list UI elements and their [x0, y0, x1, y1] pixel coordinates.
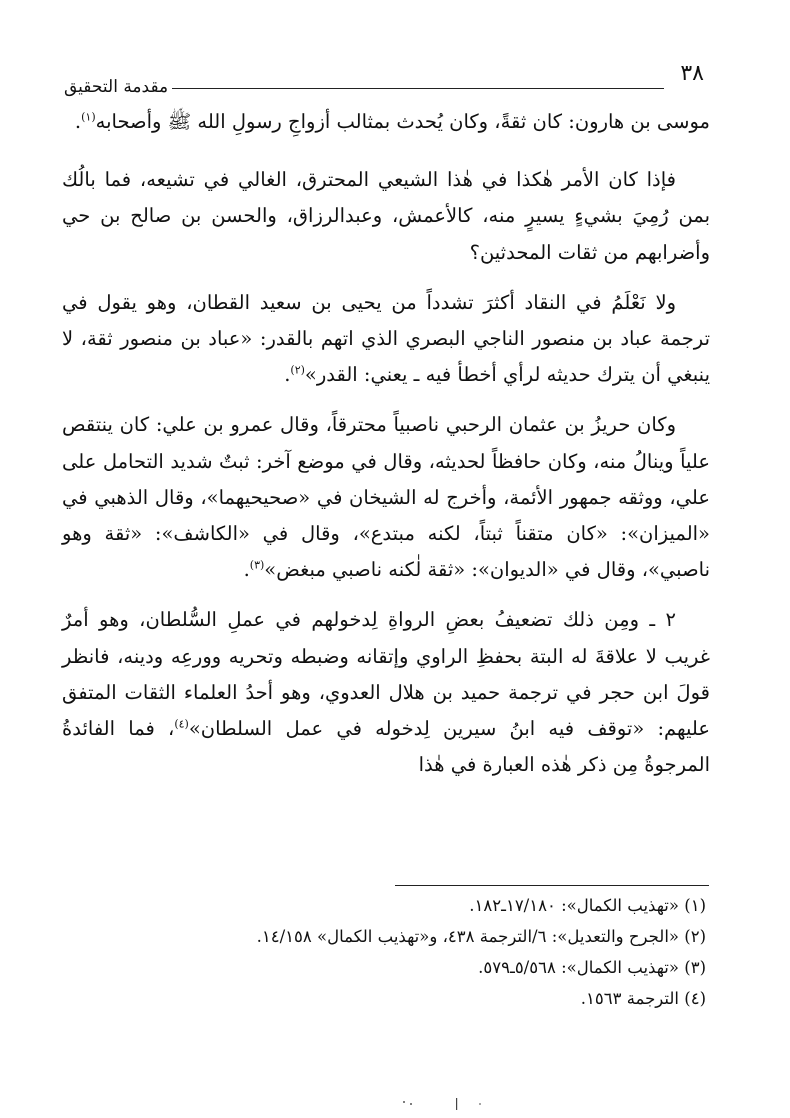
footnote-ref: (٣) — [249, 558, 265, 572]
footnote-ref: (٤) — [174, 717, 189, 731]
footnote-ref: (٢) — [290, 363, 305, 377]
header-rule — [172, 88, 664, 89]
running-header — [64, 60, 704, 100]
paragraph-text: فإذا كان الأمر هٰكذا في هٰذا الشيعي المحترق، الغالي في تشيعه، فما بالُك بمن رُمِيَ بشيءٍ يسيرٍ منه، كالأعمش، وعبدالرزاق، والحسن بن صالح بن حي وأضرابهم من ثقات المحدثين؟ — [62, 168, 710, 264]
paragraph-text: وكان حريزُ بن عثمان الرحبي ناصبياً محترقاً، وقال عمرو بن علي: كان ينتقص علياً وينالُ منه، وكان حافظاً لحديثه، وقال في موضع آخر: ثبتٌ شديد التحامل على علي، ووثقه جمهور الأئمة، وأخرج له الشيخان في «صحيحيهما»، وقال الذهبي في «الميزان»: «كان متقناً ثبتاً، لكنه مبتدع»، وقال في «الكاشف»: «ثقة وهو ناصبي»، وقال في «الديوان»: «ثقة لٰكنه ناصبي مبغض» — [62, 413, 710, 582]
body-text — [62, 104, 710, 797]
footnote-ref: (١) — [81, 110, 96, 124]
scan-artifact-marks — [380, 1098, 500, 1110]
paragraph-1 — [62, 104, 710, 140]
paragraph-text: ٢ ـ ومِن ذلك تضعيفُ بعضِ الرواةِ لِدخولهم في عملِ السُّلطان، وهو أمرٌ غريب لا علاقةَ له البتة بحفظِ الراوي وإتقانه وضبطه وتحريه وورعِه ودينه، فانظر قولَ ابن حجر في ترجمة حميد بن هلال العدوي، وهو أحدُ العلماء الثقات المتفق عليهم: «توقف فيه ابنُ سيرين لِدخوله في عمل السلطان» — [62, 608, 710, 741]
footnote-rule — [395, 885, 709, 886]
paragraph-5 — [62, 602, 710, 783]
footnote-1: (١) «تهذيب الكمال»: ١٧/١٨٠ـ١٨٢. — [469, 896, 706, 915]
footnote-4: (٤) الترجمة ١٥٦٣. — [580, 989, 706, 1008]
page-number: ٣٨ — [680, 61, 704, 86]
paragraph-tail: . — [284, 363, 291, 387]
paragraph-tail: . — [243, 558, 250, 582]
footnotes — [62, 890, 710, 1014]
paragraph-tail: ، فما الفائدةُ المرجوةُ مِن ذكر هٰذه العبارة في هٰذا — [62, 717, 710, 777]
section-title: مقدمة التحقيق — [64, 77, 169, 97]
paragraph-4 — [62, 407, 710, 588]
paragraph-2 — [62, 162, 710, 271]
footnote-3: (٣) «تهذيب الكمال»: ٥/٥٦٨ـ٥٧٩. — [478, 958, 706, 977]
paragraph-text: ولا نَعْلَمُ في النقاد أكثرَ تشدداً من يحيى بن سعيد القطان، وهو يقول في ترجمة عباد بن منصور الناجي البصري الذي اتهم بالقدر: «عباد بن منصور ثقة، لا ينبغي أن يترك حديثه لرأي أخطأ فيه ـ يعني: القدر» — [62, 290, 710, 387]
paragraph-text: موسى بن هارون: كان ثقةً، وكان يُحدث بمثالب أزواجِ رسولِ الله ﷺ وأصحابه — [95, 110, 710, 133]
paragraph-3 — [62, 285, 710, 394]
paragraph-tail: . — [74, 110, 82, 133]
footnote-2: (٢) «الجرح والتعديل»: ٦/الترجمة ٤٣٨، و«تهذيب الكمال» ١٤/١٥٨. — [256, 927, 706, 946]
